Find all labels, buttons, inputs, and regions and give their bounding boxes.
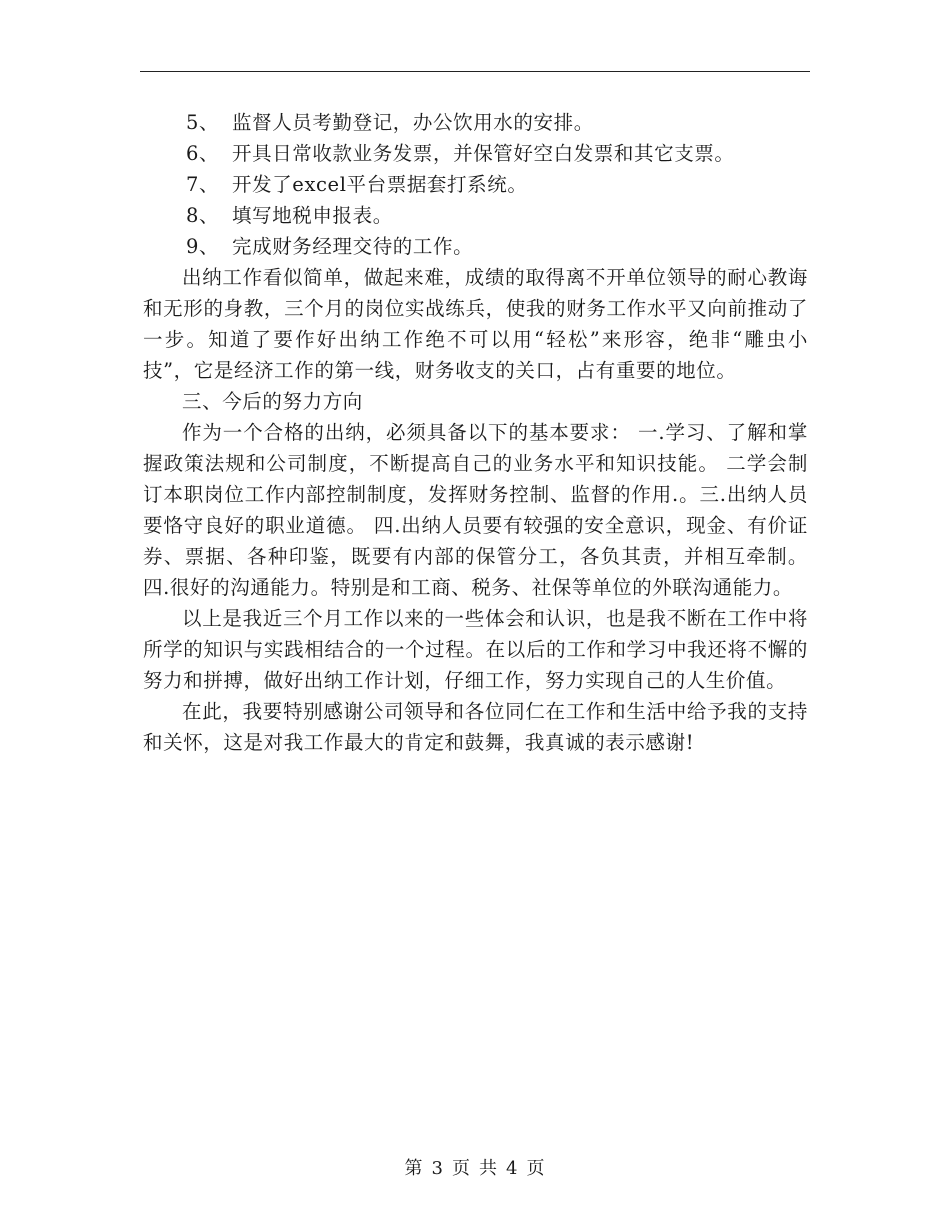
current-page-number: 3 — [431, 1158, 444, 1179]
list-item — [143, 107, 808, 138]
list-item-text: 开发了excel平台票据套打系统。 — [232, 173, 528, 196]
footer-label-page: 页 — [452, 1158, 471, 1179]
paragraph-reflection: 以上是我近三个月工作以来的一些体会和认识，也是我不断在工作中将所学的知识与实践相结合的一个过程。在以后的工作和学习中我还将不懈的努力和拼搏，做好出纳工作计划，仔细工作，努力实现自己的人生价值。 — [143, 607, 808, 692]
paragraph-basic-requirements: 作为一个合格的出纳，必须具备以下的基本要求： 一.学习、了解和掌握政策法规和公司制度，不断提高自己的业务水平和知识技能。 二学会制订本职岗位工作内部控制制度，发挥财务控制、监督的作用.。三.出纳人员要恪守良好的职业道德。 四.出纳人员要有较强的安全意识，现金、有价证券、票据、各种印鉴，既要有内部的保管分工，各负其责，并相互牵制。四.很好的沟通能力。特别是和工商、税务、社保等单位的外联沟通能力。 — [143, 421, 808, 599]
footer-label-prefix: 第 — [404, 1158, 424, 1179]
list-item-number: 8、 — [186, 204, 220, 227]
list-item — [143, 138, 808, 169]
list-item-text: 填写地税申报表。 — [232, 204, 393, 227]
list-item-text: 监督人员考勤登记，办公饮用水的安排。 — [232, 111, 594, 134]
list-item-number: 5、 — [186, 111, 220, 134]
list-item-number: 7、 — [186, 173, 220, 196]
list-item — [143, 200, 808, 231]
section-heading-future-direction: 三、今后的努力方向 — [182, 390, 363, 413]
list-item-text: 开具日常收款业务发票，并保管好空白发票和其它支票。 — [232, 142, 735, 165]
document-body — [143, 107, 808, 758]
footer-label-total: 共 — [479, 1158, 498, 1179]
page-footer — [0, 1154, 950, 1180]
paragraph-thanks: 在此，我要特别感谢公司领导和各位同仁在工作和生活中给予我的支持和关怀，这是对我工作最大的肯定和鼓舞，我真诚的表示感谢! — [143, 700, 808, 754]
list-item — [143, 231, 808, 262]
paragraph-cashier-work: 出纳工作看似简单，做起来难，成绩的取得离不开单位领导的耐心教诲和无形的身教，三个月的岗位实战练兵，使我的财务工作水平又向前推动了一步。知道了要作好出纳工作绝不可以用“轻松”来形容，绝非“雕虫小技”，它是经济工作的第一线，财务收支的关口，占有重要的地位。 — [143, 266, 808, 382]
list-item-text: 完成财务经理交待的工作。 — [232, 235, 474, 258]
list-item-number: 9、 — [186, 235, 220, 258]
total-pages-number: 4 — [506, 1158, 519, 1179]
footer-label-suffix: 页 — [526, 1158, 546, 1179]
list-item — [143, 169, 808, 200]
header-rule — [140, 71, 810, 72]
list-item-number: 6、 — [186, 142, 220, 165]
